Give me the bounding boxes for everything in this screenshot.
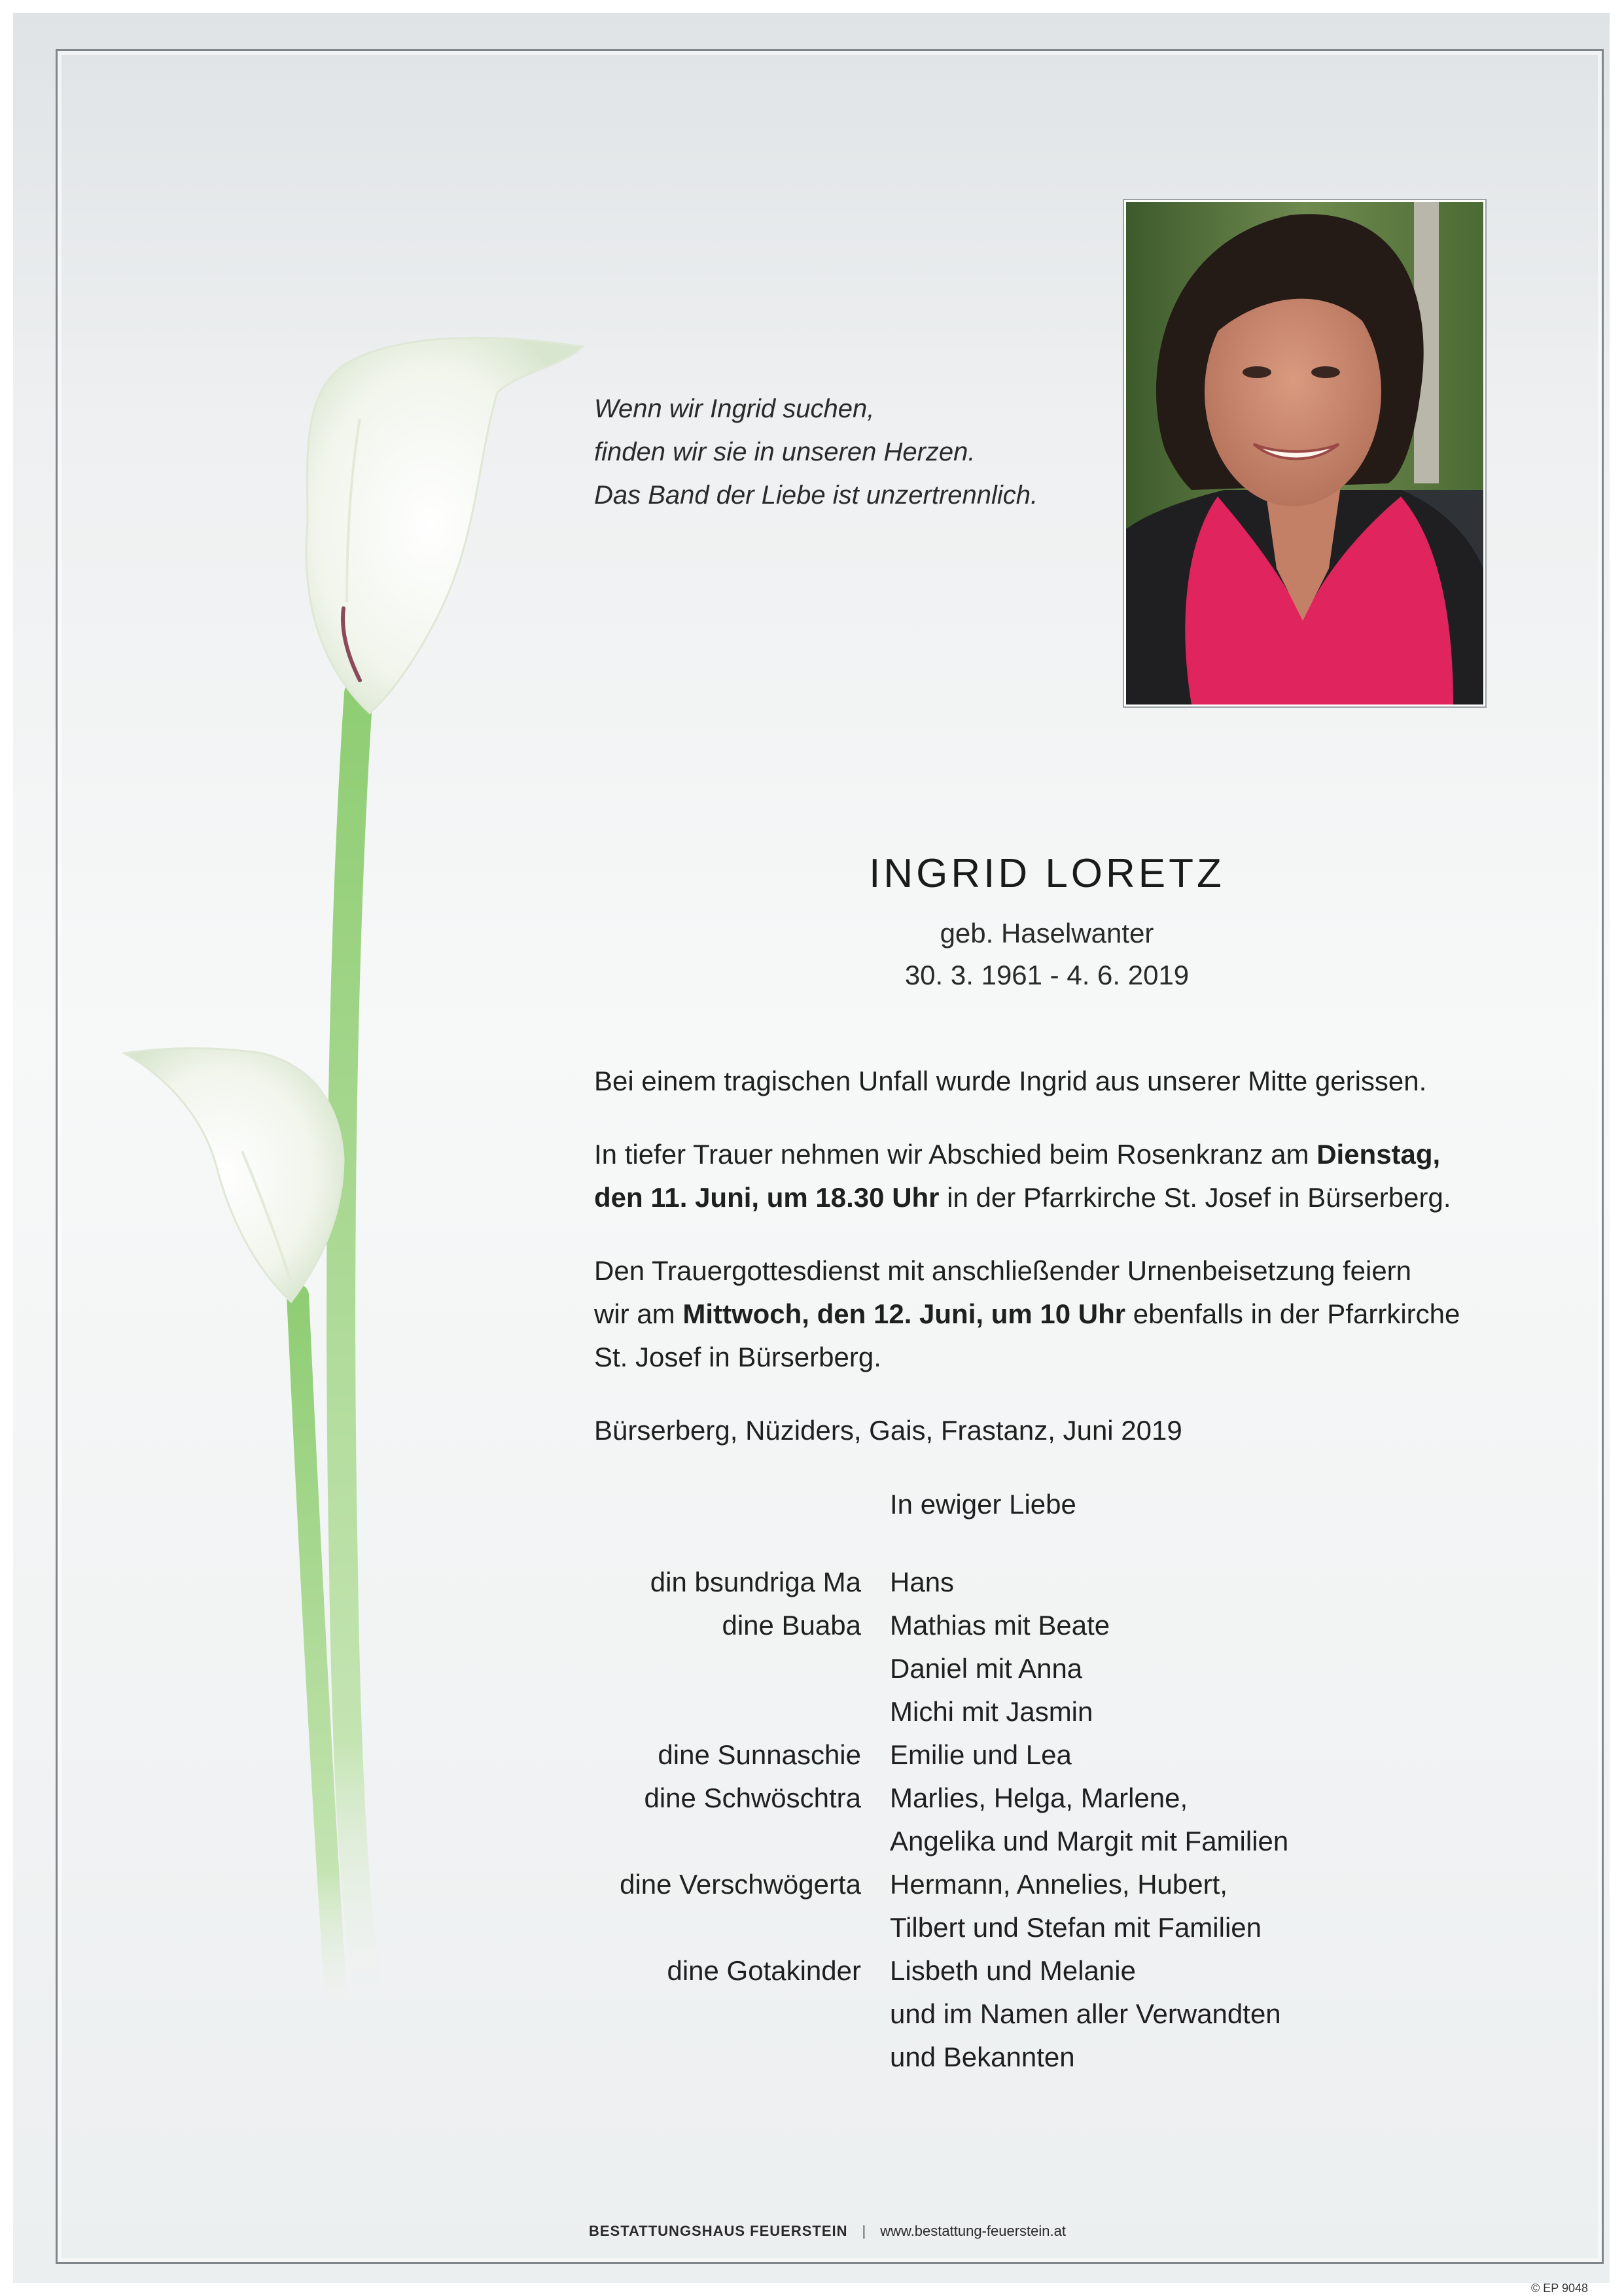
mourner-row [550, 1690, 1400, 1733]
text-span: wir am [594, 1298, 683, 1329]
quote-line: Das Band der Liebe ist unzertrennlich. [594, 481, 1038, 510]
quote-line: finden wir sie in unseren Herzen. [594, 438, 976, 466]
footer [589, 2223, 1066, 2240]
relation-label [550, 1820, 861, 1863]
portrait-photo [1124, 200, 1485, 706]
mourner-names: Lisbeth und Melanie [890, 1955, 1136, 1986]
relation-label: dine Buaba [722, 1610, 861, 1641]
mourner-row [550, 1733, 1400, 1777]
relation-label: dine Schwöschtra [644, 1783, 861, 1813]
mourner-names: Hans [890, 1567, 955, 1597]
mourner-names: und im Namen aller Verwandten [890, 1998, 1281, 2029]
announcement-paragraph [594, 1133, 1523, 1219]
mourner-names: Hermann, Annelies, Hubert, [890, 1869, 1227, 1900]
relation-label [550, 1690, 861, 1733]
text-span: ebenfalls in der Pfarrkirche [1125, 1298, 1460, 1329]
text-span: in der Pfarrkirche St. Josef in Bürserberg. [939, 1182, 1451, 1213]
mourner-row [550, 1906, 1400, 1949]
emphasis-text: Dienstag, [1316, 1139, 1441, 1170]
print-code: © EP 9048 [1531, 2282, 1588, 2295]
mourner-names: Michi mit Jasmin [890, 1696, 1093, 1727]
quote-line: Wenn wir Ingrid suchen, [594, 394, 875, 423]
mourner-row [550, 1820, 1400, 1863]
mourner-names: Daniel mit Anna [890, 1653, 1083, 1684]
mourner-row [550, 1992, 1400, 2036]
mourners-list [550, 1561, 1400, 2079]
relation-label [550, 1992, 861, 2036]
relation-label [550, 2036, 861, 2079]
deceased-name: INGRID LORETZ [869, 851, 1225, 896]
text-span: In tiefer Trauer nehmen wir Abschied beim Rosenkranz am [594, 1139, 1317, 1170]
obituary-sheet [13, 13, 1610, 2295]
relation-label: dine Verschwögerta [620, 1869, 861, 1900]
funeral-home-name: BESTATTUNGSHAUS FEUERSTEIN [589, 2223, 848, 2239]
mourner-row [550, 1777, 1400, 1820]
announcement-paragraph [594, 1249, 1523, 1379]
announcement-text [594, 1060, 1523, 1482]
lower-lily-flower [124, 1049, 344, 1302]
place-and-date: Bürserberg, Nüziders, Gais, Frastanz, Juni 2019 [594, 1415, 1182, 1446]
mourner-row [550, 1949, 1400, 1992]
mourner-row [550, 1863, 1400, 1906]
mourner-names: Emilie und Lea [890, 1739, 1072, 1770]
tall-stem [341, 693, 370, 2002]
mourner-names: und Bekannten [890, 2042, 1075, 2072]
maiden-name: geb. Haselwanter [940, 918, 1154, 948]
emphasis-text: den 11. Juni, um 18.30 Uhr [594, 1182, 940, 1213]
memorial-quote [594, 387, 1091, 517]
relation-label: dine Gotakinder [667, 1955, 861, 1986]
relation-label [550, 1647, 861, 1690]
mourner-names: Tilbert und Stefan mit Familien [890, 1912, 1262, 1943]
mourner-names: Mathias mit Beate [890, 1610, 1110, 1641]
mourner-row [550, 2036, 1400, 2079]
mourner-names: Angelika und Margit mit Familien [890, 1826, 1289, 1856]
relation-label [550, 1906, 861, 1949]
mourner-row [550, 1561, 1400, 1604]
closing-phrase: In ewiger Liebe [890, 1489, 1076, 1520]
text-span: St. Josef in Bürserberg. [594, 1342, 881, 1372]
mourner-names: Marlies, Helga, Marlene, [890, 1783, 1188, 1813]
emphasis-text: Mittwoch, den 12. Juni, um 10 Uhr [682, 1298, 1126, 1329]
mourner-row [550, 1647, 1400, 1690]
relation-label: din bsundriga Ma [650, 1567, 861, 1597]
funeral-home-url: www.bestattung-feuerstein.at [880, 2223, 1066, 2239]
footer-separator: | [862, 2223, 866, 2239]
announcement-paragraph: Bei einem tragischen Unfall wurde Ingrid aus unserer Mitte gerissen. [594, 1066, 1427, 1096]
life-dates: 30. 3. 1961 - 4. 6. 2019 [904, 960, 1190, 990]
relation-label: dine Sunnaschie [658, 1739, 861, 1770]
text-span: Den Trauergottesdienst mit anschließender Urnenbeisetzung feiern [594, 1255, 1412, 1286]
mourner-row [550, 1604, 1400, 1647]
